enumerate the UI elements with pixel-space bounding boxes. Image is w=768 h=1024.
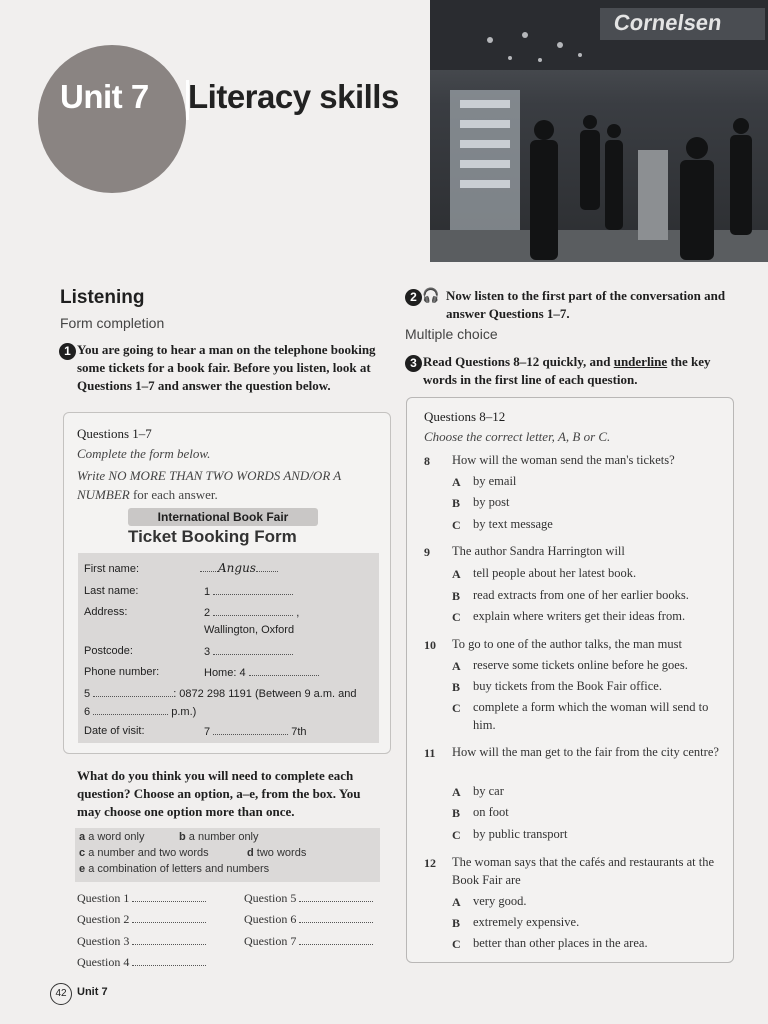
question-line: Question 6 bbox=[244, 912, 373, 927]
blank-number: 1 bbox=[204, 586, 211, 598]
question-text: How will the woman send the man's tickets? bbox=[452, 453, 675, 467]
question-line: Question 1 bbox=[77, 891, 206, 906]
question-number-badge: 3 bbox=[405, 355, 422, 372]
first-name-field bbox=[200, 561, 278, 575]
subheading: Form completion bbox=[60, 315, 165, 331]
booking-form bbox=[78, 553, 379, 743]
first-name-value: Angus bbox=[218, 561, 256, 575]
first-name-label: First name: bbox=[84, 563, 140, 575]
address-field bbox=[204, 606, 299, 619]
option-text: better than other places in the area. bbox=[473, 936, 648, 950]
postcode-field bbox=[204, 645, 293, 658]
audio-icon: 🎧 bbox=[422, 289, 440, 304]
unit-title: Literacy skills bbox=[188, 78, 399, 115]
q1-instruction: You are going to hear a man on the telephone booking some tickets for a book fair. Before you listen, look at Questions 1–7 and answer the question below. bbox=[77, 342, 376, 393]
option-text: by text message bbox=[473, 517, 553, 531]
question-text: How will the man get to the fair from the city centre? bbox=[452, 745, 719, 759]
row-5-text: : 0872 298 1191 (Between 9 a.m. and bbox=[173, 688, 357, 700]
option-b: b a number only bbox=[179, 831, 259, 843]
blank-number: 3 bbox=[204, 646, 211, 658]
form-title: Ticket Booking Form bbox=[128, 527, 297, 546]
option-text: complete a form which the woman will send to him. bbox=[473, 700, 709, 732]
option-text: reserve some tickets online before he goes. bbox=[473, 658, 688, 672]
blank-number: 2 bbox=[204, 607, 211, 619]
box-instruction-2 bbox=[77, 466, 377, 504]
subheading: Multiple choice bbox=[405, 326, 498, 342]
page-number: 42 bbox=[50, 983, 72, 1005]
question-line: Question 2 bbox=[77, 912, 206, 927]
box-instruction: Complete the form below. bbox=[77, 446, 211, 461]
fair-banner: International Book Fair bbox=[128, 508, 318, 526]
question-number: 8 bbox=[424, 454, 430, 468]
option-text: explain where writers get their ideas from. bbox=[473, 609, 686, 623]
option-text: by email bbox=[473, 474, 517, 488]
q2-instruction: Now listen to the first part of the conversation and answer Questions 1–7. bbox=[446, 288, 726, 321]
option-letter: A bbox=[452, 785, 461, 799]
question-line: Question 7 bbox=[244, 934, 373, 949]
question-line: Question 5 bbox=[244, 891, 373, 906]
option-letter: C bbox=[452, 828, 461, 842]
book-fair-photo-art bbox=[430, 0, 768, 262]
option-text: read extracts from one of her earlier books. bbox=[473, 588, 689, 602]
option-letter: B bbox=[452, 589, 461, 603]
option-letter: B bbox=[452, 496, 461, 510]
footer-unit: Unit 7 bbox=[77, 986, 108, 998]
question-number: 11 bbox=[424, 746, 436, 760]
option-text: buy tickets from the Book Fair office. bbox=[473, 679, 662, 693]
blank-number: 7 bbox=[204, 726, 211, 738]
option-text: on foot bbox=[473, 805, 509, 819]
question-text: To go to one of the author talks, the man must bbox=[452, 637, 682, 651]
date-field bbox=[204, 725, 307, 738]
option-letter: A bbox=[452, 659, 461, 673]
photo-sign-text: Cornelsen bbox=[612, 10, 724, 35]
question-number: 9 bbox=[424, 545, 430, 559]
instr-caps: NO MORE THAN TWO WORDS AND/OR A NUMBER bbox=[77, 468, 341, 502]
option-text: tell people about her latest book. bbox=[473, 566, 637, 580]
option-letter: B bbox=[452, 680, 461, 694]
option-question: What do you think you will need to complete each question? Choose an option, a–e, from the box. You may choose one option more than once. bbox=[77, 768, 361, 819]
box-instruction: Choose the correct letter, A, B or C. bbox=[424, 429, 611, 444]
option-text: by car bbox=[473, 784, 504, 798]
option-text: by public transport bbox=[473, 827, 568, 841]
option-letter: C bbox=[452, 937, 461, 951]
unit-label: Unit 7 bbox=[60, 78, 149, 115]
option-letter: B bbox=[452, 916, 461, 930]
option-d: d two words bbox=[247, 847, 307, 859]
option-letter: A bbox=[452, 895, 461, 909]
blank-number: 6 bbox=[84, 706, 91, 718]
address-line2: Wallington, Oxford bbox=[204, 624, 295, 636]
question-number-badge: 2 bbox=[405, 289, 422, 306]
option-a: a a word only bbox=[79, 831, 145, 843]
question-text: The author Sandra Harrington will bbox=[452, 544, 625, 558]
date-label: Date of visit: bbox=[84, 725, 145, 737]
book-fair-photo bbox=[430, 0, 768, 262]
option-letter: B bbox=[452, 806, 461, 820]
address-label: Address: bbox=[84, 606, 128, 618]
options-box bbox=[75, 828, 380, 882]
section-heading: Listening bbox=[60, 287, 145, 308]
box-heading: Questions 8–12 bbox=[424, 409, 506, 424]
question-text: The woman says that the cafés and restaurants at the Book Fair are bbox=[452, 855, 715, 887]
option-text: very good. bbox=[473, 894, 527, 908]
postcode-label: Postcode: bbox=[84, 645, 133, 657]
option-text: extremely expensive. bbox=[473, 915, 580, 929]
blank-number: 5 bbox=[84, 688, 91, 700]
q3-instruction: Read Questions 8–12 quickly, and underline the key words in the first line of each question. bbox=[423, 354, 711, 387]
box-heading: Questions 1–7 bbox=[77, 426, 152, 441]
option-letter: C bbox=[452, 610, 461, 624]
address-comma: , bbox=[296, 607, 300, 619]
phone-field bbox=[204, 666, 319, 679]
row-6 bbox=[84, 705, 196, 718]
option-e: e a combination of letters and numbers bbox=[79, 863, 270, 875]
question-line: Question 4 bbox=[77, 955, 206, 970]
question-number: 10 bbox=[424, 638, 436, 652]
option-letter: C bbox=[452, 518, 461, 532]
row-5 bbox=[84, 687, 356, 700]
option-letter: A bbox=[452, 567, 461, 581]
question-number: 12 bbox=[424, 856, 436, 870]
option-letter: A bbox=[452, 475, 461, 489]
option-text: by post bbox=[473, 495, 510, 509]
phone-label: Phone number: bbox=[84, 666, 160, 678]
row-6-text: p.m.) bbox=[171, 706, 197, 718]
instr-suffix: for each answer. bbox=[129, 487, 218, 502]
option-c: c a number and two words bbox=[79, 847, 209, 859]
last-name-field bbox=[204, 585, 293, 598]
last-name-label: Last name: bbox=[84, 585, 139, 597]
option-letter: C bbox=[452, 701, 461, 715]
date-suffix: 7th bbox=[291, 726, 307, 738]
instr-prefix: Write bbox=[77, 468, 109, 483]
question-number-badge: 1 bbox=[59, 343, 76, 360]
question-line: Question 3 bbox=[77, 934, 206, 949]
unit-circle bbox=[38, 45, 186, 193]
phone-value: Home: 4 bbox=[204, 667, 246, 679]
